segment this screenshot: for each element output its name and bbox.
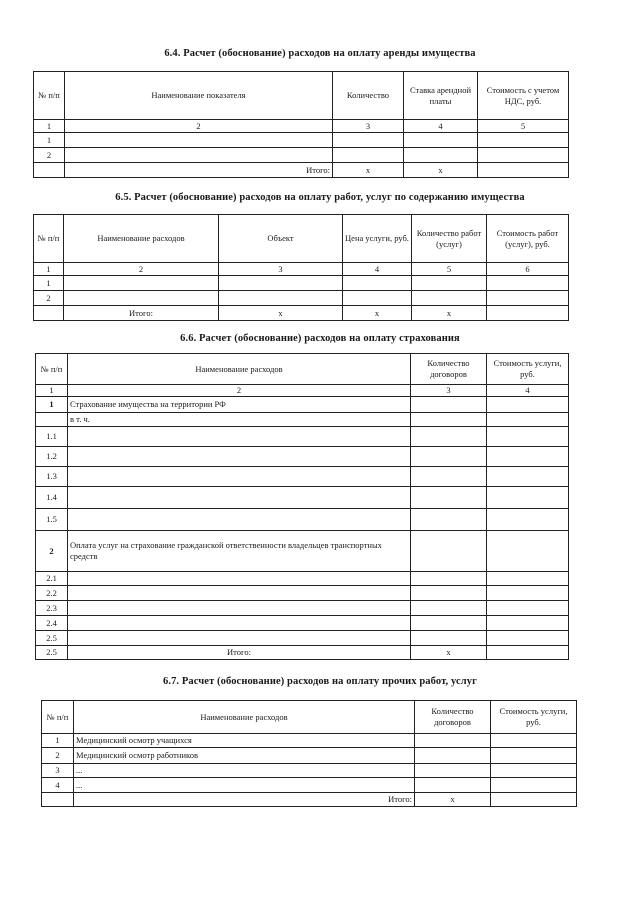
header-quantity: Количество bbox=[333, 72, 404, 120]
including-label: в т. ч. bbox=[68, 413, 411, 427]
table-row: 1.4 bbox=[36, 487, 68, 509]
expense-name: ... bbox=[74, 764, 415, 778]
total-x: x bbox=[412, 306, 487, 321]
section-6-4-title: 6.4. Расчет (обоснование) расходов на оплату аренды имущества bbox=[164, 48, 476, 59]
liability-insurance-label: Оплата услуг на страхование гражданской ответственности владельцев транспортных средств bbox=[68, 531, 411, 572]
total-x: x bbox=[333, 163, 404, 178]
total-label: Итого: bbox=[74, 793, 415, 807]
total-x: x bbox=[343, 306, 412, 321]
table-row: 1.5 bbox=[36, 509, 68, 531]
expense-name: ... bbox=[74, 778, 415, 793]
total-label: Итого: bbox=[65, 163, 333, 178]
table-row: 1.2 bbox=[36, 447, 68, 467]
table-row: 1 bbox=[34, 276, 64, 291]
header-num: № п/п bbox=[36, 354, 68, 385]
header-service-cost: Стоимость услуги, руб. bbox=[487, 354, 569, 385]
header-contracts: Количество договоров bbox=[411, 354, 487, 385]
total-x: x bbox=[219, 306, 343, 321]
table-row: 3 bbox=[42, 764, 74, 778]
header-expense-name: Наименование расходов bbox=[64, 215, 219, 263]
header-service-cost: Стоимость услуги, руб. bbox=[491, 701, 577, 734]
col-number: 1 bbox=[34, 263, 64, 276]
expense-name: Медицинский осмотр работников bbox=[74, 748, 415, 764]
table-row: 2 bbox=[34, 148, 65, 163]
col-number: 5 bbox=[478, 120, 569, 133]
table-row: 2.5 bbox=[36, 646, 68, 660]
col-number: 3 bbox=[219, 263, 343, 276]
table-row: 2.4 bbox=[36, 616, 68, 631]
col-number: 1 bbox=[34, 120, 65, 133]
table-row: 2.1 bbox=[36, 572, 68, 586]
header-expense-name: Наименование расходов bbox=[74, 701, 415, 734]
col-number: 2 bbox=[64, 263, 219, 276]
col-number: 5 bbox=[412, 263, 487, 276]
property-insurance-label: Страхование имущества на территории РФ bbox=[68, 397, 411, 413]
header-price: Цена услуги, руб. bbox=[343, 215, 412, 263]
table-row: 1.3 bbox=[36, 467, 68, 487]
table-row: 2 bbox=[36, 531, 68, 572]
header-num: № п/п bbox=[34, 215, 64, 263]
table-row: 2 bbox=[42, 748, 74, 764]
col-number: 2 bbox=[65, 120, 333, 133]
section-6-5-title: 6.5. Расчет (обоснование) расходов на оплату работ, услуг по содержанию имущества bbox=[115, 192, 525, 203]
col-number: 4 bbox=[487, 385, 569, 397]
total-label: Итого: bbox=[68, 646, 411, 660]
section-6-7-title: 6.7. Расчет (обоснование) расходов на оплату прочих работ, услуг bbox=[163, 676, 477, 687]
header-expense-name: Наименование расходов bbox=[68, 354, 411, 385]
other-services-table bbox=[41, 700, 577, 807]
table-row: 2.5 bbox=[36, 631, 68, 646]
header-contracts: Количество договоров bbox=[415, 701, 491, 734]
header-num: № п/п bbox=[42, 701, 74, 734]
header-work-cost: Стоимость работ (услуг), руб. bbox=[487, 215, 569, 263]
total-x: x bbox=[415, 793, 491, 807]
table-row: 1.1 bbox=[36, 427, 68, 447]
table-row: 2.3 bbox=[36, 601, 68, 616]
total-label: Итого: bbox=[64, 306, 219, 321]
col-number: 3 bbox=[411, 385, 487, 397]
col-number: 4 bbox=[404, 120, 478, 133]
table-row: 1 bbox=[34, 133, 65, 148]
header-work-quantity: Количество работ (услуг) bbox=[412, 215, 487, 263]
col-number: 4 bbox=[343, 263, 412, 276]
table-row: 1 bbox=[42, 734, 74, 748]
col-number: 1 bbox=[36, 385, 68, 397]
col-number: 3 bbox=[333, 120, 404, 133]
section-6-6-title: 6.6. Расчет (обоснование) расходов на оплату страхования bbox=[180, 333, 460, 344]
insurance-table bbox=[35, 353, 569, 660]
header-object: Объект bbox=[219, 215, 343, 263]
table-row: 4 bbox=[42, 778, 74, 793]
total-x: x bbox=[404, 163, 478, 178]
total-x: x bbox=[411, 646, 487, 660]
col-number: 2 bbox=[68, 385, 411, 397]
col-number: 6 bbox=[487, 263, 569, 276]
table-row: 2 bbox=[34, 291, 64, 306]
table-row: 2.2 bbox=[36, 586, 68, 601]
header-rate: Ставка арендной платы bbox=[404, 72, 478, 120]
expense-name: Медицинский осмотр учащихся bbox=[74, 734, 415, 748]
maintenance-table bbox=[33, 214, 569, 321]
rent-table bbox=[33, 71, 569, 178]
header-indicator: Наименование показателя bbox=[65, 72, 333, 120]
table-row: 1 bbox=[36, 397, 68, 413]
header-cost: Стоимость с учетом НДС, руб. bbox=[478, 72, 569, 120]
header-num: № п/п bbox=[34, 72, 65, 120]
